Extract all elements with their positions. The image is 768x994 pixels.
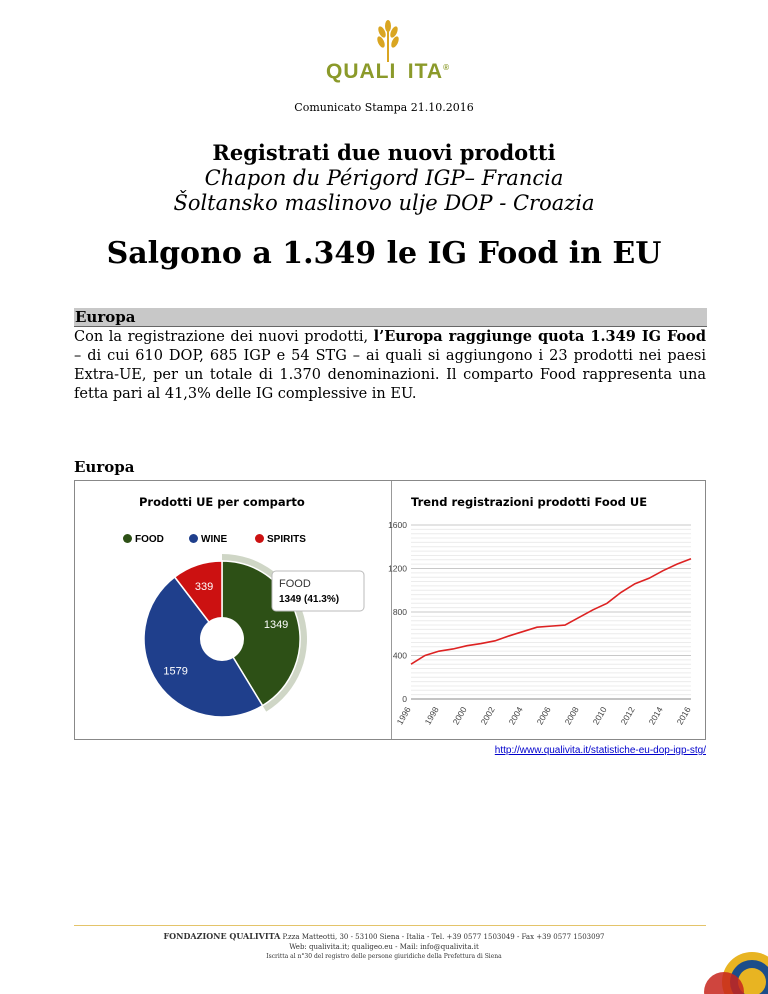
legend-label-wine: WINE [201,534,228,545]
y-tick-label: 0 [402,694,407,704]
pie-label-spirits: 339 [194,580,214,593]
section-heading-europa: Europa [74,308,707,327]
legend-label-food: FOOD [135,534,164,545]
section-body-text [74,327,706,404]
x-tick-label: 1998 [422,705,441,727]
pie-tooltip-label: FOOD [279,578,311,590]
wheat-icon [318,18,458,62]
y-tick-label: 800 [392,607,407,617]
main-title: Salgono a 1.349 le IG Food in EU [106,236,662,271]
press-release-date: Comunicato Stampa 21.10.2016 [294,101,474,114]
qualivita-logo [318,18,458,88]
trend-line [411,559,691,664]
pie-label-food: 1349 [263,618,289,631]
footer-divider [74,925,706,926]
footer-org: FONDAZIONE QUALIVITA [163,931,281,941]
pie-label-wine: 1579 [163,665,188,678]
logo-text: QUALI ITA [325,60,444,83]
headline-block [0,140,768,216]
x-tick-label: 2012 [618,705,637,727]
body-text-intro: Con la registrazione dei nuovi prodotti, [74,329,374,345]
pie-tooltip-value: 1349 (41.3%) [279,594,340,605]
pie-tooltip [272,571,364,611]
legend-label-spirits: SPIRITS [267,534,306,545]
source-link[interactable]: http://www.qualivita.it/statistiche-eu-dop-igp-stg/ [494,745,706,756]
charts-panel [74,480,706,740]
line-chart [388,481,707,739]
pie-chart-title: Prodotti UE per comparto [139,495,305,509]
x-tick-label: 2008 [562,705,581,727]
y-tick-label: 1600 [388,520,407,530]
body-text-rest: – di cui 610 DOP, 685 IGP e 54 STG – ai quali si aggiungono i 23 prodotti nei paesi Extra-UE, per un totale di 1.370 denominazioni. Il comparto Food rappresenta una fetta pari al 41,3% delle IG complessive in EU. [74,348,706,402]
headline-product-1: Chapon du Périgord IGP– Francia [204,166,564,190]
x-tick-label: 2002 [478,705,497,727]
x-tick-label: 2000 [450,705,469,727]
headline-product-2: Šoltansko maslinovo ulje DOP - Croazia [173,191,595,215]
logo-trademark: ® [443,63,450,72]
y-tick-label: 1200 [388,563,407,574]
x-tick-label: 2010 [590,705,609,727]
x-tick-label: 2016 [674,705,693,727]
x-tick-label: 1996 [394,705,413,727]
body-text-highlight: l’Europa raggiunge quota 1.349 IG Food [373,328,706,345]
pie-chart [75,481,391,739]
pie-hole [200,617,244,661]
line-chart-title: Trend registrazioni prodotti Food UE [411,495,648,509]
section-heading-europa-2: Europa [74,458,135,476]
footer-web: Web: qualivita.it; qualigeo.eu - Mail: info@qualivita.it [289,943,479,951]
footer [0,931,768,962]
y-tick-label: 400 [392,650,407,661]
x-tick-label: 2006 [534,705,553,727]
dop-igp-seal-icon [706,936,768,994]
headline-title: Registrati due nuovi prodotti [212,140,556,165]
footer-registry: Iscritta al n°30 del registro delle persone giuridiche della Prefettura di Siena [266,953,502,960]
x-tick-label: 2014 [646,705,665,727]
footer-address: P.zza Matteotti, 30 - 53100 Siena - Italia - Tel. +39 0577 1503049 - Fax +39 0577 1503097 [280,933,605,941]
x-tick-label: 2004 [506,705,525,727]
pie-tooltip-box [272,571,364,611]
